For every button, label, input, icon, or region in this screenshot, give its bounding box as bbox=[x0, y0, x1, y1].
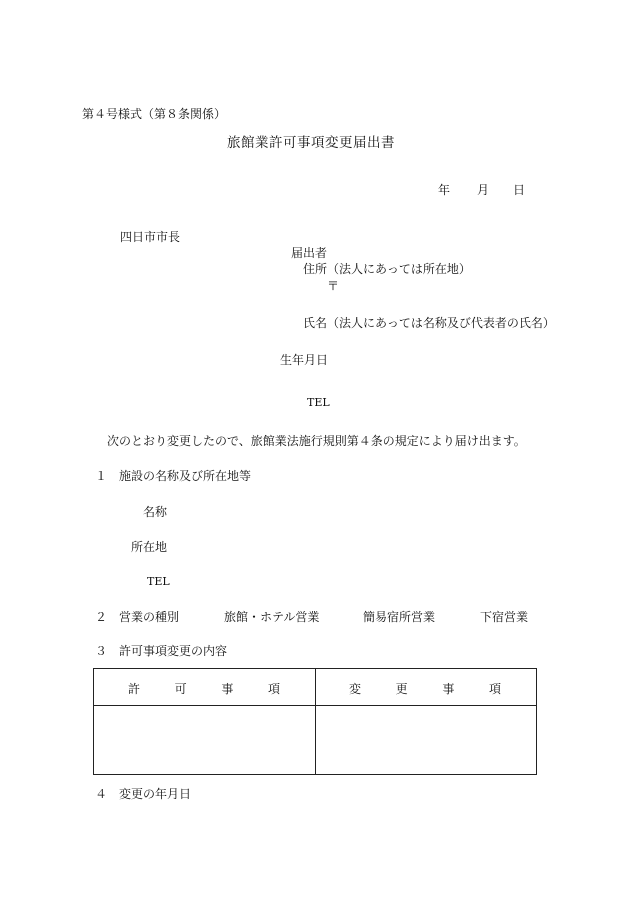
addressee: 四日市市長 bbox=[120, 230, 181, 244]
header-char: 項 bbox=[267, 682, 280, 696]
business-type-option[interactable]: 下宿営業 bbox=[480, 610, 529, 624]
facility-name-label: 名称 bbox=[143, 505, 168, 519]
birthdate-label: 生年月日 bbox=[280, 353, 329, 367]
applicant-label: 届出者 bbox=[291, 246, 328, 260]
header-char: 項 bbox=[488, 682, 501, 696]
table-header-permit-items bbox=[128, 680, 280, 697]
section-1-heading: 施設の名称及び所在地等 bbox=[119, 469, 252, 483]
postal-mark: 〒 bbox=[327, 279, 340, 293]
header-char: 許 bbox=[128, 682, 141, 696]
section-4-number: ４ bbox=[95, 787, 108, 801]
header-char: 変 bbox=[349, 682, 362, 696]
business-type-option[interactable]: 旅館・ホテル営業 bbox=[224, 610, 320, 624]
section-4-heading: 変更の年月日 bbox=[119, 787, 192, 801]
section-3-heading: 許可事項変更の内容 bbox=[119, 644, 228, 658]
section-2-heading: 営業の種別 bbox=[119, 610, 180, 624]
address-label: 住所（法人にあっては所在地） bbox=[303, 262, 471, 276]
date-month: 月 bbox=[477, 183, 490, 197]
date-day: 日 bbox=[513, 183, 526, 197]
date-year: 年 bbox=[438, 183, 451, 197]
header-char: 事 bbox=[221, 682, 234, 696]
header-char: 更 bbox=[395, 682, 408, 696]
section-1-number: １ bbox=[95, 469, 108, 483]
business-type-option[interactable]: 簡易宿所営業 bbox=[363, 610, 436, 624]
change-table bbox=[93, 668, 537, 775]
permit-items-cell[interactable] bbox=[100, 713, 308, 769]
section-3-number: ３ bbox=[95, 644, 108, 658]
facility-tel-label: TEL bbox=[147, 575, 170, 588]
table-divider bbox=[94, 705, 536, 706]
form-number: 第４号様式（第８条関係） bbox=[82, 107, 227, 121]
header-char: 可 bbox=[174, 682, 187, 696]
applicant-tel-label: TEL bbox=[307, 396, 330, 409]
header-char: 事 bbox=[442, 682, 455, 696]
table-divider bbox=[315, 669, 316, 774]
page-title: 旅館業許可事項変更届出書 bbox=[227, 135, 395, 151]
section-2-number: ２ bbox=[95, 610, 108, 624]
statement: 次のとおり変更したので、旅館業法施行規則第４条の規定により届け出ます。 bbox=[107, 434, 526, 448]
name-label: 氏名（法人にあっては名称及び代表者の氏名） bbox=[303, 316, 555, 330]
changed-items-cell[interactable] bbox=[322, 713, 530, 769]
facility-location-label: 所在地 bbox=[131, 540, 168, 554]
table-header-changed-items bbox=[349, 680, 501, 697]
